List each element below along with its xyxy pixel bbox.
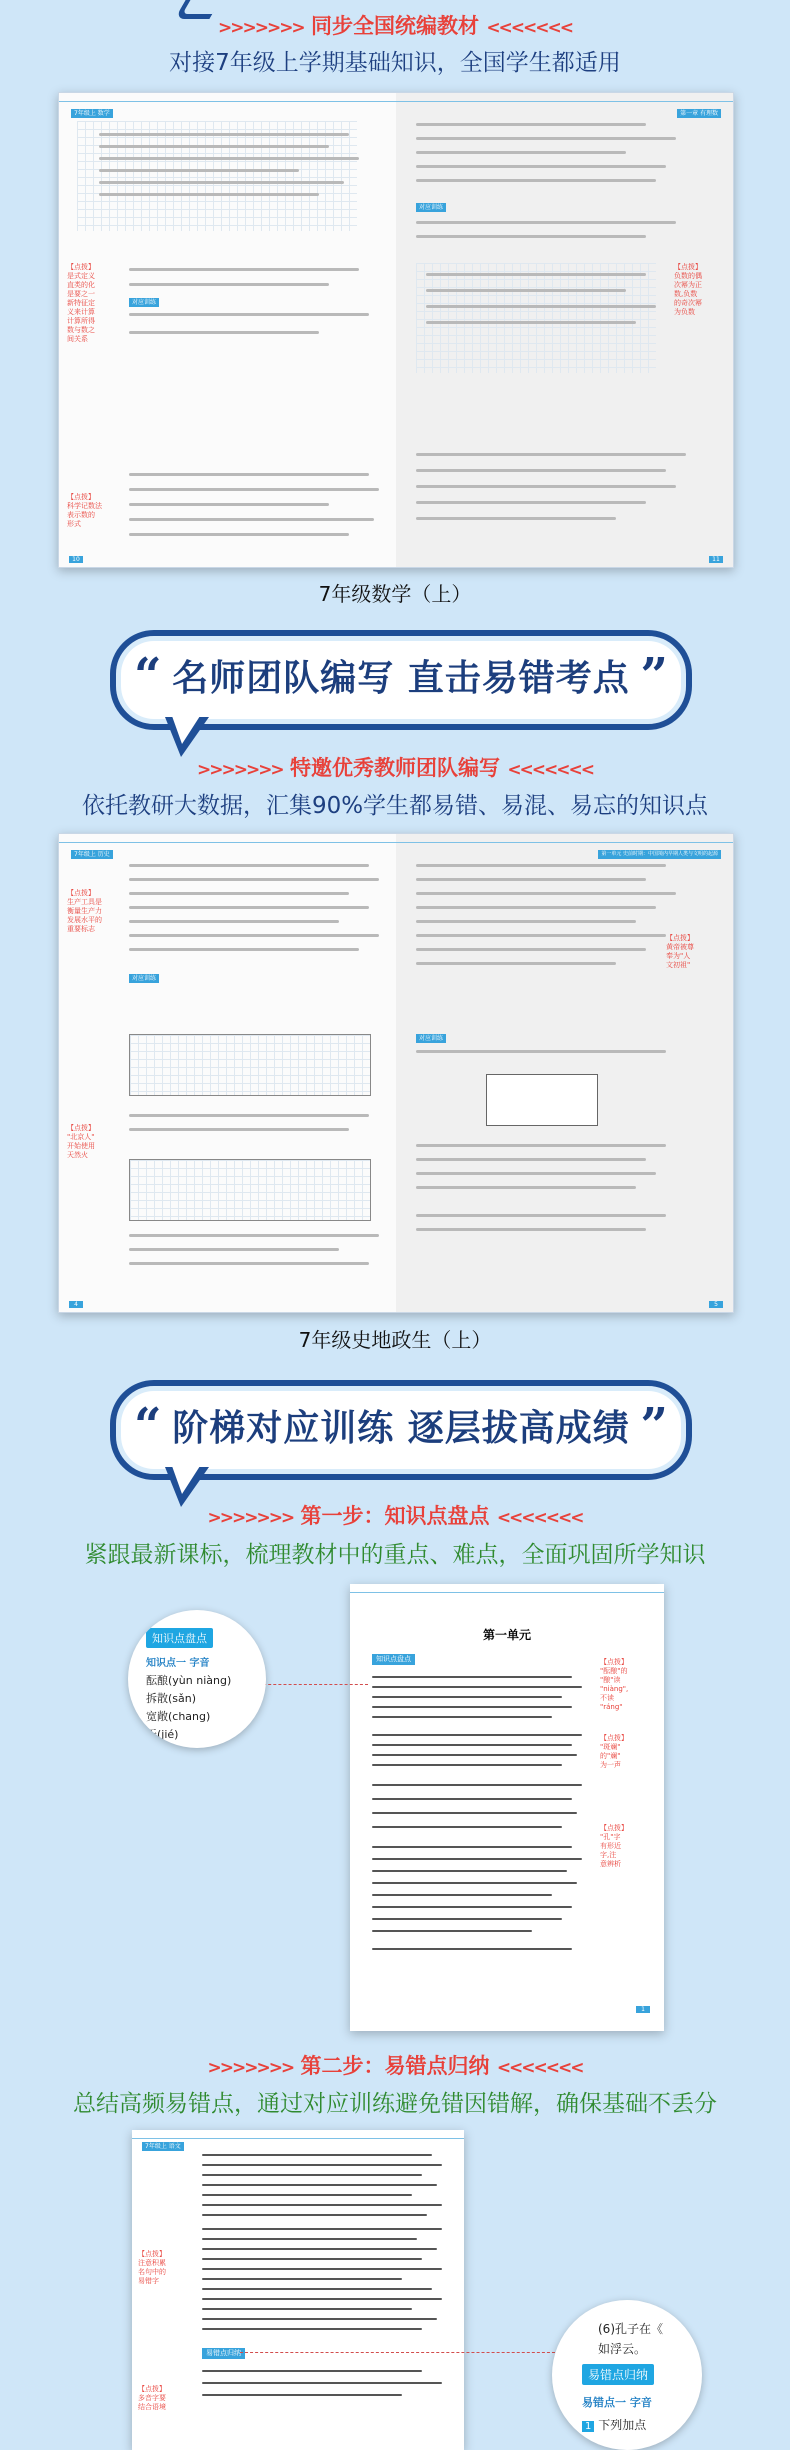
zoom2-line4-row (582, 2416, 646, 2433)
zoom2-chip: 易错点归纳 (582, 2364, 654, 2385)
knowledge-page-number: 1 (636, 2006, 650, 2013)
math-header-right: 第一章 有理数 (677, 109, 721, 118)
section1-heading-text: 同步全国统编教材 (311, 14, 479, 38)
history-header-right: 第一单元 史前时期：中国境内早期人类与文明的起源 (598, 850, 721, 859)
history-page-right-number: 5 (709, 1301, 723, 1308)
math-book-caption: 7年级数学（上） (318, 582, 472, 606)
knowledge-page-title: 第一单元 (482, 1628, 531, 1642)
history-page-left-number: 4 (69, 1301, 83, 1308)
chevrons-right-icon: <<<<<<< (507, 760, 594, 780)
zoom2-line2: 如浮云。 (598, 2342, 647, 2356)
step2-heading-text: 第二步：易错点归纳 (300, 2054, 490, 2078)
history-right-page: 第一单元 史前时期：中国境内早期人类与文明的起源 【点拨】 黄帝被尊 奉为"人 文初祖" 对应训练 5 (396, 834, 733, 1312)
zoom2-line1: (6)孔子在《 (598, 2322, 663, 2336)
zoom1-line4: 宽敞(chang) (146, 1710, 211, 1723)
chevrons-left-icon: >>>>>>> (207, 1508, 294, 1528)
history-figure (486, 1074, 598, 1126)
zoom1-chip: 知识点盘点 (146, 1628, 213, 1648)
math-header-left: 7年级上 数学 (71, 109, 113, 118)
close-quote-icon: ” (640, 1398, 668, 1454)
step2-heading (0, 2050, 790, 2080)
knowledge-page: 第一单元 知识点盘点 【点拨】 "酝酿"的 "酿"读 "niàng", 不读 "ráng" 【点拨】 "斑斓" 的"斓" 为一声 【点拨】 "孔"字 有形近 字,注 意辨析 1 (350, 1584, 664, 2031)
step1-heading (0, 1500, 790, 1530)
open-quote-icon: “ (134, 1398, 162, 1454)
section1-subtitle: 对接7年级上学期基础知识，全国学生都适用 (169, 50, 621, 76)
math-page-right-number: 11 (709, 556, 723, 563)
chevrons-right-icon: <<<<<<< (496, 2058, 583, 2078)
math-page-left-number: 10 (69, 556, 83, 563)
zoom2-line3: 易错点一 字音 (582, 2396, 652, 2409)
chevrons-left-icon: >>>>>>> (196, 760, 283, 780)
chevrons-right-icon: <<<<<<< (486, 18, 573, 38)
knowledge-page-tag: 知识点盘点 (372, 1654, 415, 1665)
zoom1-line2: 酝酿(yùn niàng) (146, 1674, 232, 1687)
step1-subtitle: 紧跟最新课标，梳理教材中的重点、难点，全面巩固所学知识 (84, 1542, 706, 1568)
zoom1-line5: 天(jié) (146, 1728, 179, 1741)
error-zoom-circle (552, 2300, 702, 2450)
knowledge-zoom-circle (128, 1610, 266, 1748)
chevrons-right-icon: <<<<<<< (496, 1508, 583, 1528)
open-quote-icon: “ (134, 648, 162, 704)
section3-banner-text: 阶梯对应训练 逐层拔高成绩 (172, 1408, 630, 1449)
step2-subtitle: 总结高频易错点，通过对应训练避免错因错解，确保基础不丢分 (73, 2091, 717, 2117)
math-left-page: 7年级上 数学 【点拨】 是式定义 直类的化 是要之一 新特征定 义来计算 计算所得 数与数之 间关系 对应训练 【点拨】 科学记数法 表示数的 形式 10 (59, 93, 397, 567)
section3-banner (110, 1380, 692, 1480)
history-header-left: 7年级上 历史 (71, 850, 113, 859)
zoom1-line1: 知识点一 字音 (146, 1658, 210, 1669)
math-right-page: 第一章 有理数 对应训练 【点拨】 负数的偶 次幂为正 数,负数 的奇次幂 为负数 11 (396, 93, 733, 567)
section2-subtitle: 依托教研大数据，汇集90%学生都易错、易混、易忘的知识点 (81, 793, 709, 819)
error-points-page: 7年级上 语文 【点拨】 注意积累 名句中的 易错字 易错点归纳 【点拨】 多音字要 结合语境 (132, 2130, 464, 2450)
section2-heading (0, 752, 790, 782)
section1-heading (0, 10, 790, 40)
zoom2-connector (240, 2352, 560, 2354)
chevrons-left-icon: >>>>>>> (207, 2058, 294, 2078)
section2-heading-text: 特邀优秀教师团队编写 (290, 756, 500, 780)
history-book-caption: 7年级史地政生（上） (298, 1328, 492, 1352)
history-table (129, 1034, 371, 1096)
section2-banner (110, 630, 692, 730)
zoom2-line4: 下列加点 (598, 2418, 647, 2432)
chevrons-left-icon: >>>>>>> (217, 18, 304, 38)
zoom1-connector (258, 1684, 368, 1686)
step1-heading-text: 第一步：知识点盘点 (300, 1504, 490, 1528)
history-book-spread (58, 833, 734, 1313)
history-left-page: 7年级上 历史 【点拨】 生产工具是 衡量生产力 发展水平的 重要标志 对应训练 【点拨】 "北京人" 开始使用 天然火 4 (59, 834, 397, 1312)
section2-banner-text: 名师团队编写 直击易错考点 (172, 658, 630, 699)
close-quote-icon: ” (640, 648, 668, 704)
zoom1-line3: 拆散(sǎn) (146, 1692, 197, 1705)
number-badge: 1 (582, 2421, 594, 2432)
math-book-spread (58, 92, 734, 568)
